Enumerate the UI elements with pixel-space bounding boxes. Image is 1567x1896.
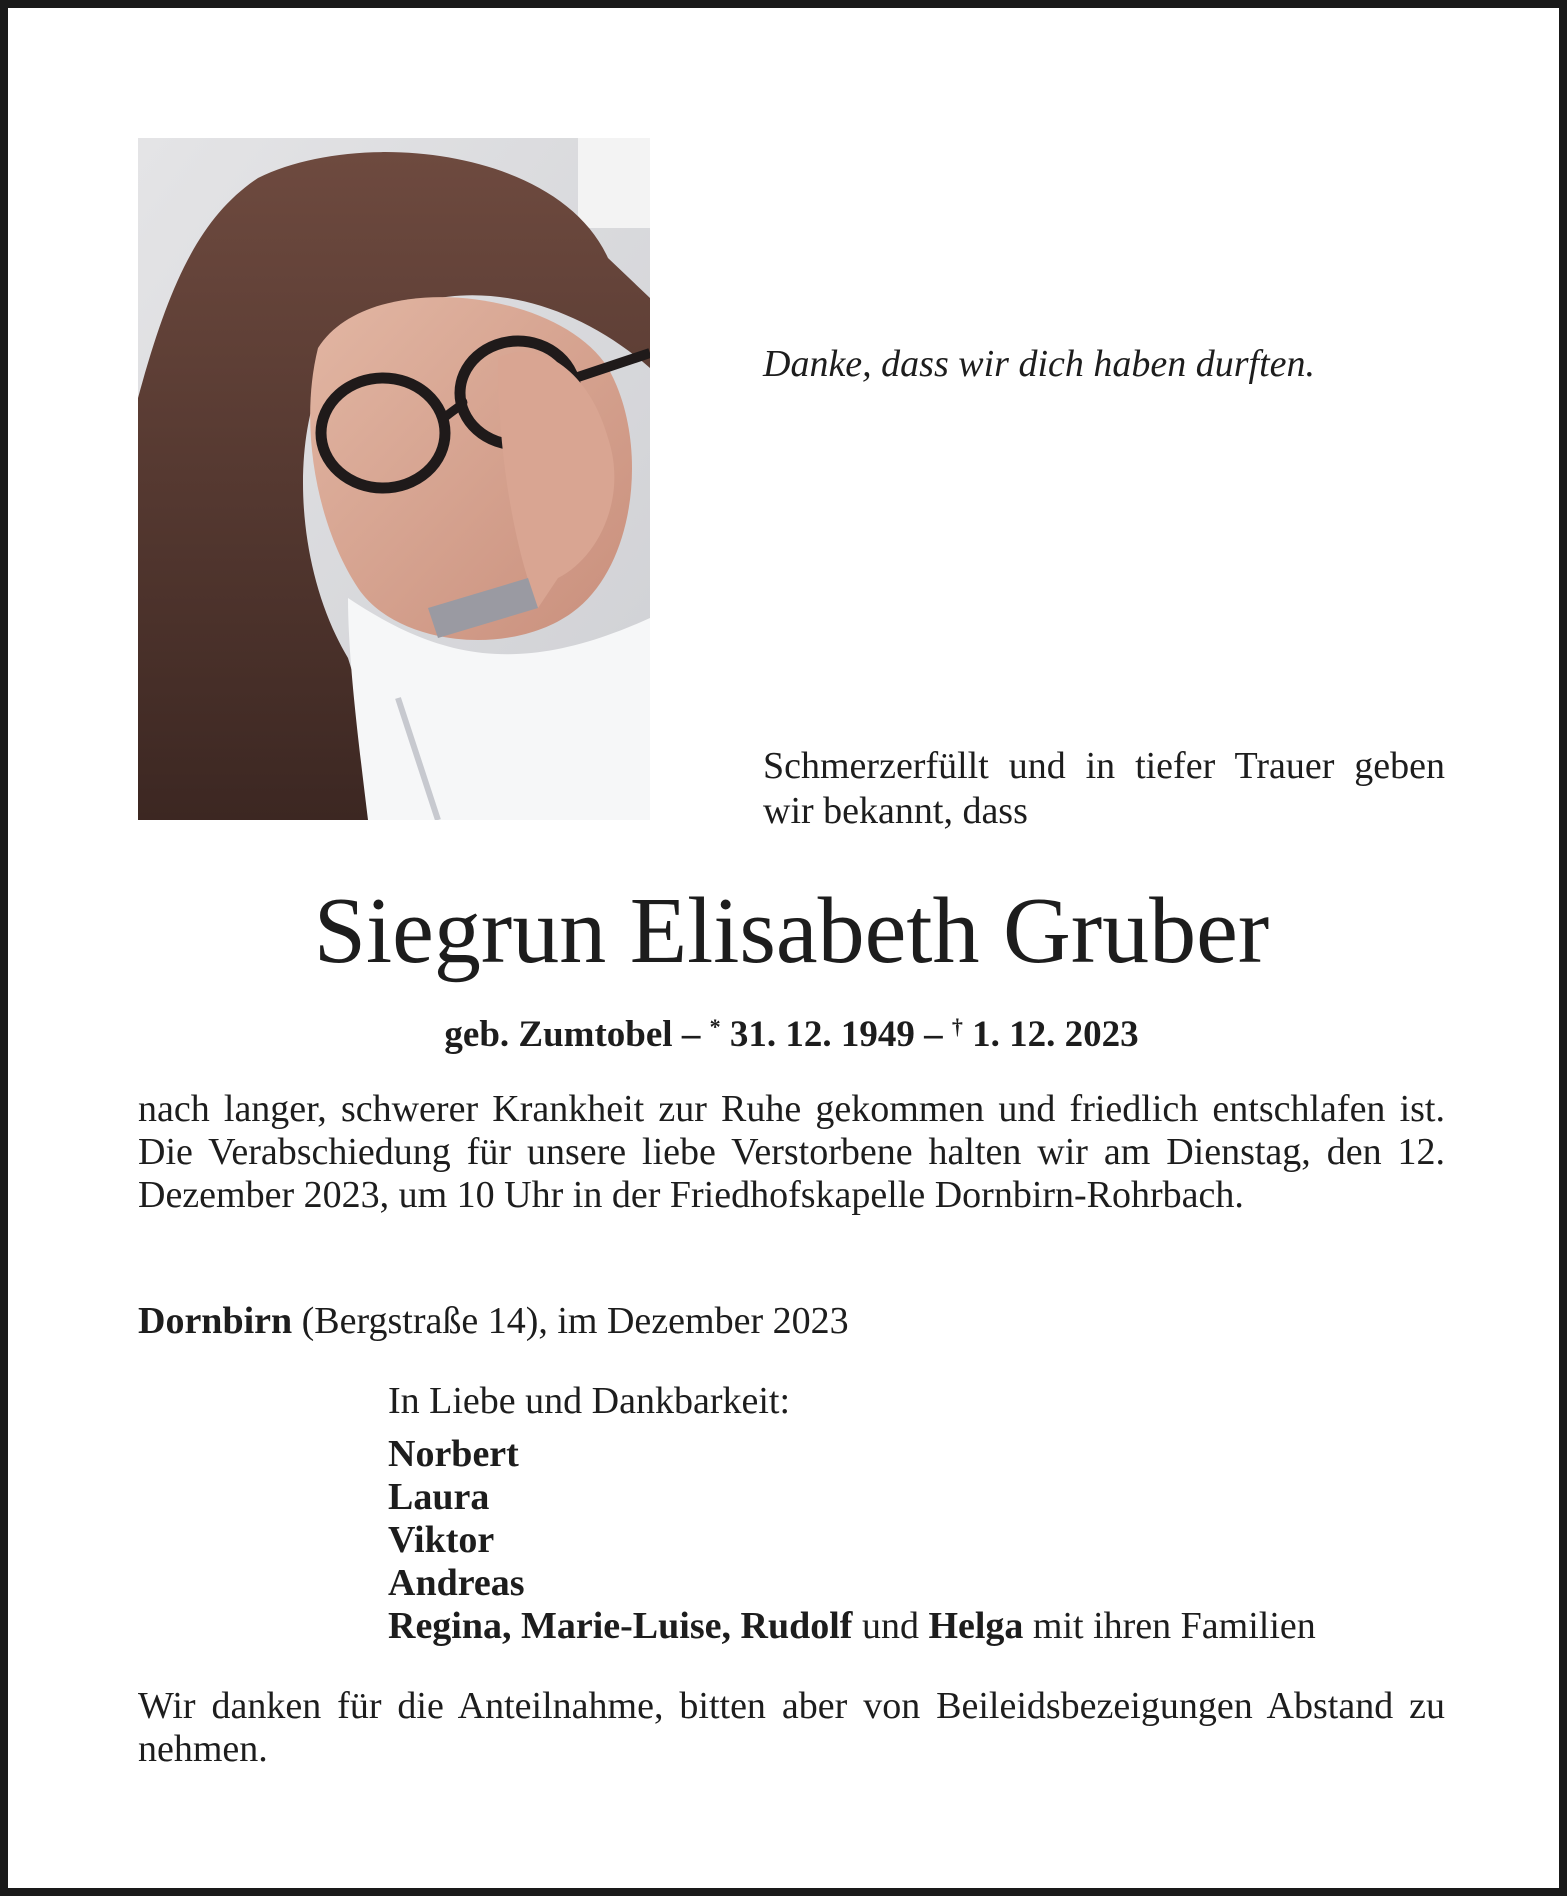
mourner-name-helga: Helga — [928, 1605, 1024, 1647]
place-detail: (Bergstraße 14), im Dezember 2023 — [301, 1300, 849, 1342]
mourner-name: Laura — [388, 1476, 490, 1518]
intro-text: Schmerzerfüllt und in tiefer Trauer geben wir bekannt, dass — [763, 745, 1445, 832]
place-line — [138, 1297, 849, 1345]
families-suffix: mit ihren Familien — [1032, 1605, 1316, 1647]
portrait-image — [138, 138, 650, 820]
birth-name: geb. Zumtobel — [444, 1014, 673, 1055]
mourners-lead: In Liebe und Dankbarkeit: — [388, 1380, 791, 1422]
portrait-photo — [138, 138, 650, 820]
quote-text: Danke, dass wir dich haben durften. — [763, 343, 1316, 385]
birth-death-line — [138, 1004, 1445, 1058]
mourners-block — [388, 1380, 1448, 1648]
mourners-last-line — [388, 1605, 1448, 1648]
separator: – — [924, 1014, 943, 1055]
deceased-name: Siegrun Elisabeth Gruber — [313, 879, 1270, 983]
mourner-names-group: Regina, Marie-Luise, Rudolf — [388, 1605, 853, 1647]
birth-symbol: * — [709, 1014, 721, 1039]
death-date: 1. 12. 2023 — [972, 1014, 1139, 1055]
mourner-name: Andreas — [388, 1562, 525, 1604]
death-symbol: † — [951, 1014, 963, 1039]
separator: – — [681, 1014, 701, 1055]
joiner: und — [861, 1605, 919, 1647]
birth-date: 31. 12. 1949 — [729, 1014, 915, 1055]
mourner-name: Viktor — [388, 1519, 495, 1561]
announcement-text: nach langer, schwerer Krankheit zur Ruhe gekommen und friedlich entschlafen ist. Die Verabschiedung für unsere liebe Verstorbene halten wir am Dienstag, den 12. Dezember 2023, um 10 Uhr in der Friedhofskapelle Dornbirn-Rohrbach. — [138, 1088, 1445, 1216]
place-city: Dornbirn — [138, 1300, 293, 1342]
closing-text: Wir danken für die Anteilnahme, bitten aber von Beileidsbezeigungen Abstand zu nehmen. — [138, 1685, 1445, 1770]
mourner-name: Norbert — [388, 1433, 519, 1475]
